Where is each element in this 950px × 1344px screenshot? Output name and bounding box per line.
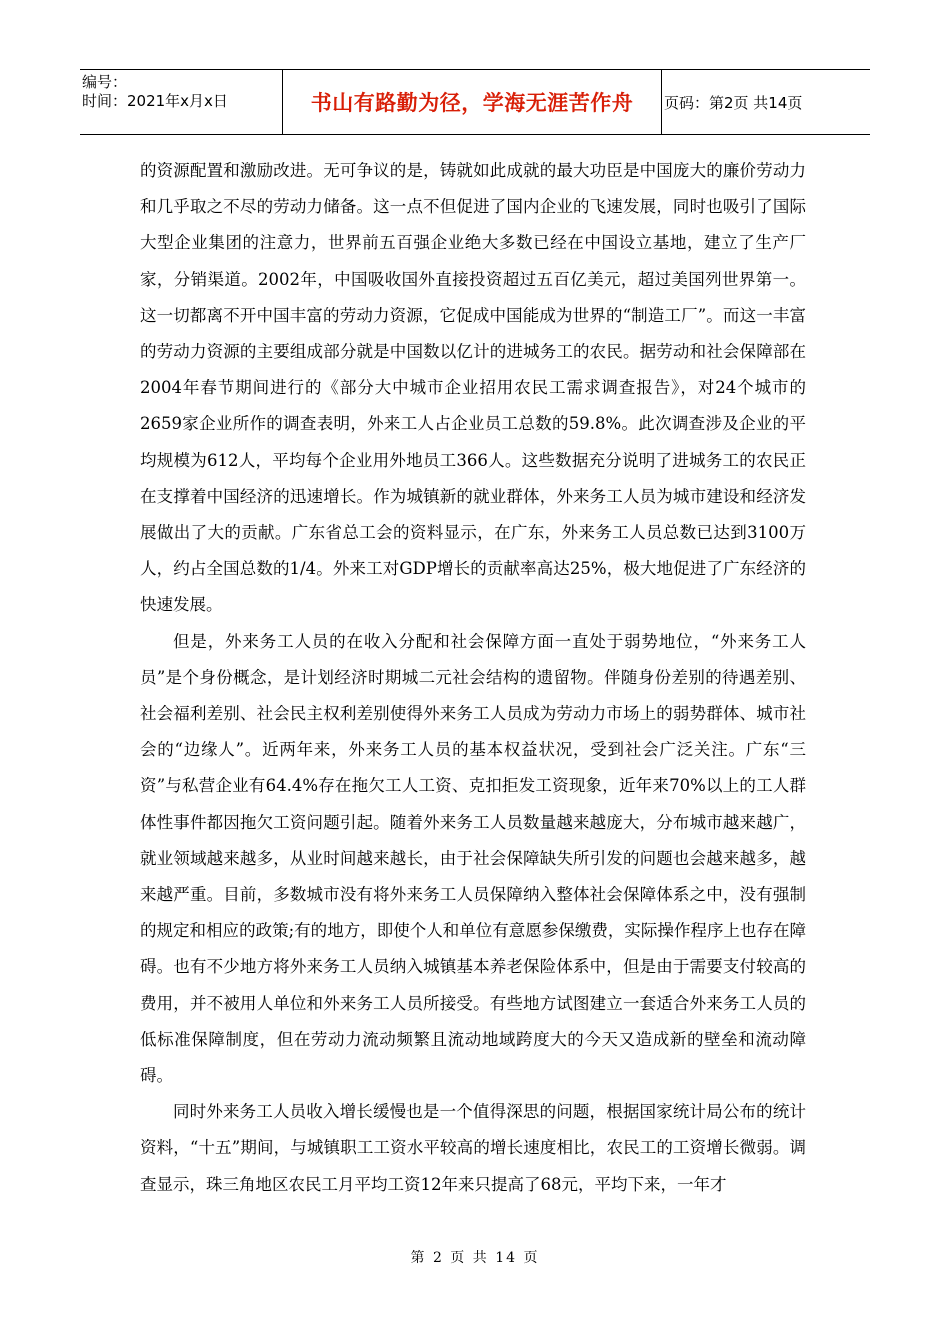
body-paragraph: 但是，外来务工人员的在收入分配和社会保障方面一直处于弱势地位，“外来务工人员”是个身份概念，是计划经济时期城二元社会结构的遗留物。伴随身份差别的待遇差别、社会福利差别、社会民主权利差别使得外来务工人员成为劳动力市场上的弱势群体、城市社会的“边缘人”。近两年来，外来务工人员的基本权益状况，受到社会广泛关注。广东“三资”与私营企业有64.4%存在拖欠工人工资、克扣拒发工资现象，近年来70%以上的工人群体性事件都因拖欠工资问题引起。随着外来务工人员数量越来越庞大，分布城市越来越广，就业领域越来越多，从业时间越来越长，由于社会保障缺失所引发的问题也会越来越多，越来越严重。目前，多数城市没有将外来务工人员保障纳入整体社会保障体系之中，没有强制的规定和相应的政策;有的地方，即使个人和单位有意愿参保缴费，实际操作程序上也存在障碍。也有不少地方将外来务工人员纳入城镇基本养老保险体系中，但是由于需要支付较高的费用，并不被用人单位和外来务工人员所接受。有些地方试图建立一套适合外来务工人员的低标准保障制度，但在劳动力流动频繁且流动地域跨度大的今天又造成新的壁垒和流动障碍。 (140, 631, 806, 1086)
header-info-cell (80, 70, 283, 134)
header-page-number: 页码：第2页 共14页 (664, 93, 803, 112)
page-footer: 第 2 页 共 14 页 (410, 1250, 540, 1266)
header-table (80, 69, 870, 135)
document-date-label: 时间：2021年x月x日 (82, 92, 228, 110)
header-motto: 书山有路勤为径，学海无涯苦作舟 (283, 70, 662, 134)
body-paragraph: 的资源配置和激励改进。无可争议的是，铸就如此成就的最大功臣是中国庞大的廉价劳动力和几乎取之不尽的劳动力储备。这一点不但促进了国内企业的飞速发展，同时也吸引了国际大型企业集团的注意力，世界前五百强企业绝大多数已经在中国设立基地，建立了生产厂家，分销渠道。2002年，中国吸收国外直接投资超过五百亿美元，超过美国列世界第一。这一切都离不开中国丰富的劳动力资源，它促成中国能成为世界的“制造工厂”。而这一丰富的劳动力资源的主要组成部分就是中国数以亿计的进城务工的农民。据劳动和社会保障部在2004年春节期间进行的《部分大中城市企业招用农民工需求调查报告》，对24个城市的2659家企业所作的调查表明，外来工人占企业员工总数的59.8%。此次调查涉及企业的平均规模为612人，平均每个企业用外地员工366人。这些数据充分说明了进城务工的农民正在支撑着中国经济的迅速增长。作为城镇新的就业群体，外来务工人员为城市建设和经济发展做出了大的贡献。广东省总工会的资料显示，在广东，外来务工人员总数已达到3100万人，约占全国总数的1/4。外来工对GDP增长的贡献率高达25%，极大地促进了广东经济的快速发展。 (140, 161, 806, 615)
document-body (140, 153, 806, 1203)
body-paragraph: 同时外来务工人员收入增长缓慢也是一个值得深思的问题，根据国家统计局公布的统计资料，“十五”期间，与城镇职工工资水平较高的增长速度相比，农民工的工资增长微弱。调查显示，珠三角地区农民工月平均工资12年来只提高了68元，平均下来，一年才 (140, 1102, 806, 1194)
document-number-label: 编号： (82, 73, 128, 91)
